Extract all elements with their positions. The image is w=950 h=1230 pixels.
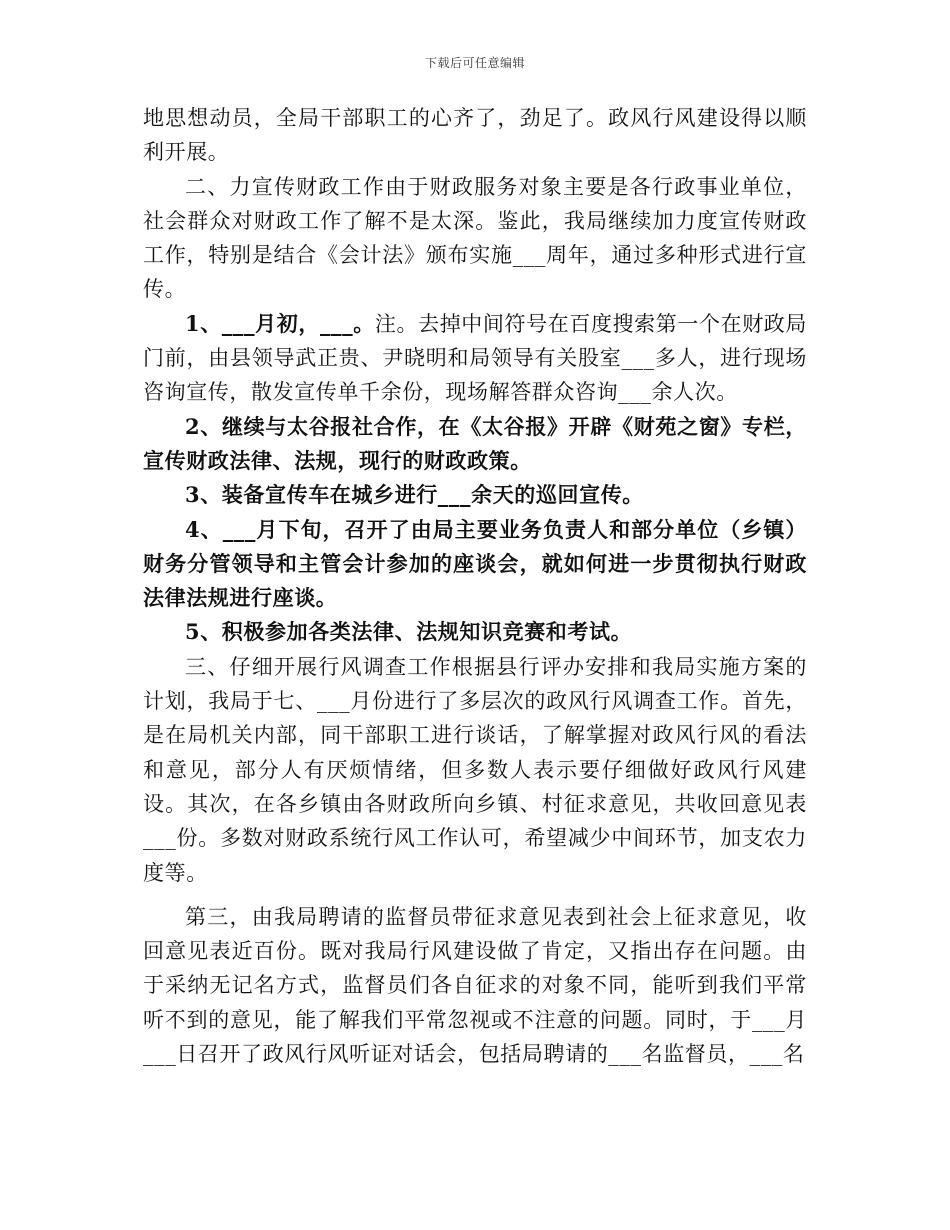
- paragraph-item-three: 3、装备宣传车在城乡进行___余天的巡回宣传。: [185, 482, 644, 508]
- paragraph-item-one: [143, 307, 807, 410]
- paragraph-section-three: 三、仔细开展行风调查工作根据县行评办安排和我局实施方案的计划，我局于七、___月份进行了多层次的政风行风调查工作。首先，是在局机关内部，同干部职工进行谈话，了解掌握对政风行风的看法和意见，部分人有厌烦情绪，但多数人表示要仔细做好政风行风建设。其次，在各乡镇由各财政所向乡镇、村征求意见，共收回意见表___份。多数对财政系统行风工作认可，希望减少中间环节，加支农力度等。: [143, 654, 807, 885]
- paragraph-item-two: 2、继续与太谷报社合作，在《太谷报》开辟《财苑之窗》专栏，宣传财政法律、法规，现行的财政政策。: [143, 413, 807, 473]
- document-body: [143, 101, 807, 1071]
- item-one-heading: 1、___月初，___。: [185, 310, 375, 336]
- paragraph-section-two: 二、力宣传财政工作由于财政服务对象主要是各行政事业单位，社会群众对财政工作了解不是太深。鉴此，我局继续加力度宣传财政工作，特别是结合《会计法》颁布实施___周年，通过多种形式进行宣传。: [143, 174, 807, 302]
- paragraph-continuation: 地思想动员，全局干部职工的心齐了，劲足了。政风行风建设得以顺利开展。: [143, 106, 807, 165]
- paragraph-item-five: 5、积极参加各类法律、法规知识竞赛和考试。: [185, 619, 633, 645]
- page-header: 下载后可任意编辑: [424, 56, 525, 70]
- paragraph-third-point: 第三，由我局聘请的监督员带征求意见表到社会上征求意见，收回意见表近百份。既对我局行风建设做了肯定，又指出存在问题。由于采纳无记名方式，监督员们各自征求的对象不同，能听到我们平常听不到的意见，能了解我们平常忽视或不注意的问题。同时，于___月___日召开了政风行风听证对话会，包括局聘请的___名监督员，___名: [143, 904, 807, 1067]
- paragraph-item-four: 4、___月下旬，召开了由局主要业务负责人和部分单位（乡镇）财务分管领导和主管会计参加的座谈会，就如何进一步贯彻执行财政法律法规进行座谈。: [143, 516, 807, 611]
- item-one-body: 注。去掉中间符号在百度搜索第一个在财政局门前，由县领导武正贵、尹晓明和局领导有关股室___多人，进行现场咨询宣传，散发宣传单千余份，现场解答群众咨询___余人次。: [143, 311, 808, 405]
